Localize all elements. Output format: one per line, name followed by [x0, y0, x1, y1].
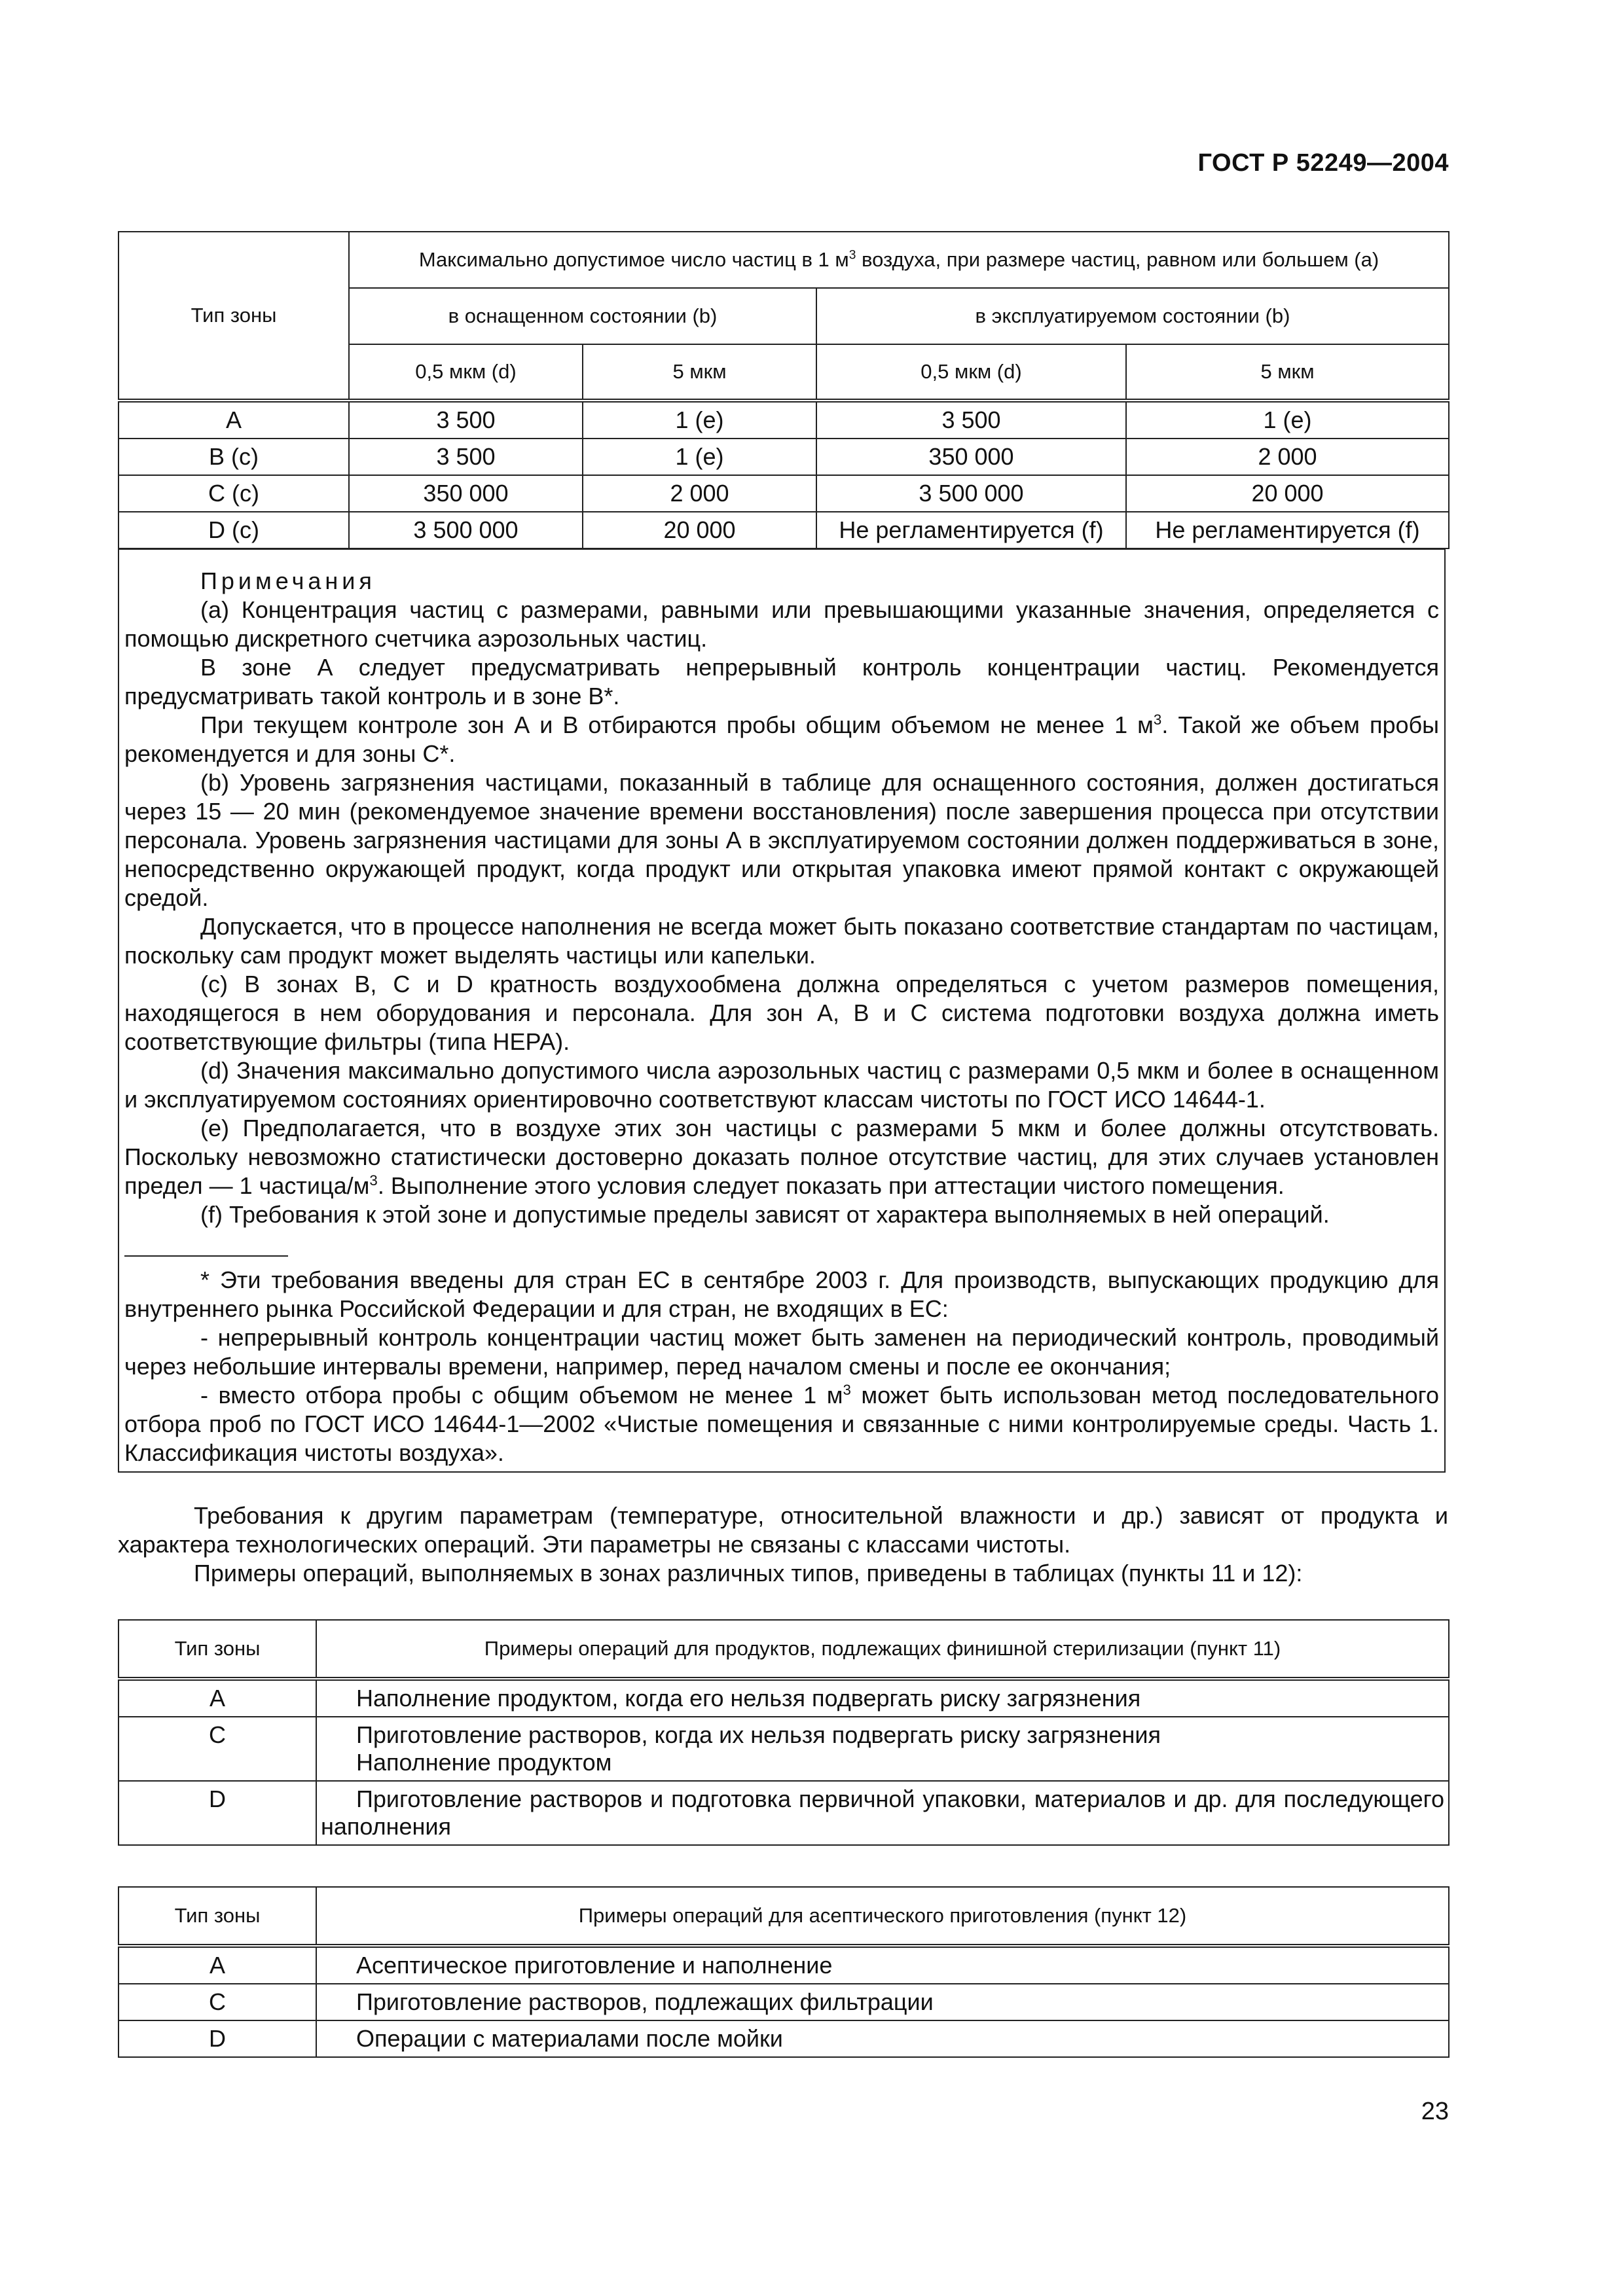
value-cell: Не регламентируется (f) [1126, 512, 1449, 548]
table-row [119, 475, 1449, 512]
zone-type-header: Тип зоны [119, 1620, 316, 1679]
zone-type-header: Тип зоны [119, 232, 349, 401]
value-cell: 1 (e) [583, 401, 816, 439]
operations-header: Примеры операций для продуктов, подлежащих финишной стерилизации (пункт 11) [316, 1620, 1449, 1679]
value-cell: 3 500 000 [349, 512, 583, 548]
size-05-header: 0,5 мкм (d) [816, 344, 1126, 401]
page-number: 23 [1421, 2098, 1449, 2125]
particle-limits-table [118, 231, 1448, 549]
table-row [119, 1781, 1449, 1845]
table-row [119, 512, 1449, 548]
operating-state-header: в эксплуатируемом состоянии (b) [816, 288, 1449, 344]
size-5-header: 5 мкм [583, 344, 816, 401]
note-sample-volume: При текущем контроле зон А и В отбираются пробы общим объемом не менее 1 $м^3$. Такой же объем пробы рекомендуется и для зоны С*. [124, 711, 1439, 767]
table-row [119, 1679, 1449, 1717]
footnote-star: * Эти требования введены для стран ЕС в сентябре 2003 г. Для производств, выпускающих продукцию для внутреннего рынка Российской Федерации и для стран, не входящих в ЕС: [124, 1266, 1439, 1322]
table-row [119, 439, 1449, 475]
size-5-header: 5 мкм [1126, 344, 1449, 401]
value-cell: 3 500 [816, 401, 1126, 439]
note-allowed: Допускается, что в процессе наполнения не всегда может быть показано соответствие стандартам по частицам, поскольку сам продукт может выделять частицы или капельки. [124, 913, 1439, 969]
operation-cell: Операции с материалами после мойки [316, 2020, 1449, 2057]
operation-cell: Наполнение продуктом, когда его нельзя подвергать риску загрязнения [316, 1679, 1449, 1717]
zone-cell: D (c) [119, 512, 349, 548]
note-f: (f) Требования к этой зоне и допустимые пределы зависят от характера выполняемых в ней операций. [200, 1201, 1330, 1228]
zone-type-header: Тип зоны [119, 1887, 316, 1946]
notes-title: Примечания [200, 567, 376, 594]
note-zone-a: В зоне А следует предусматривать непрерывный контроль концентрации частиц. Рекомендуется предусматривать такой контроль и в зоне В*. [124, 654, 1439, 709]
table-row [119, 2020, 1449, 2057]
notes-box [118, 548, 1446, 1473]
zone-cell: C [119, 1984, 316, 2020]
zone-cell: D [119, 1781, 316, 1845]
operation-cell: Асептическое приготовление и наполнение [316, 1946, 1449, 1984]
operation-cell: Приготовление растворов и подготовка первичной упаковки, материалов и др. для последующего наполнения [316, 1781, 1449, 1845]
body-text [118, 1501, 1448, 1588]
zone-cell: D [119, 2020, 316, 2057]
value-cell: 3 500 [349, 401, 583, 439]
value-cell: 20 000 [583, 512, 816, 548]
max-particles-header: Максимально допустимое число частиц в 1 $м^3$ воздуха, при размере частиц, равном или большем (a) [349, 232, 1449, 288]
note-b: (b) Уровень загрязнения частицами, показанный в таблице для оснащенного состояния, должен достигаться через 15 — 20 мин (рекомендуемое значение времени восстановления) после завершения процесса при отсутствии персонала. Уровень загрязнения частицами для зоны А в эксплуатируемом состоянии должен поддерживаться в зоне, непосредственно окружающей продукт, когда продукт или открытая упаковка имеют прямой контакт с окружающей средой. [124, 769, 1439, 911]
note-e: (e) Предполагается, что в воздухе этих зон частицы с размерами 5 мкм и более должны отсутствовать. Поскольку невозможно статистически достоверно доказать полное отсутствие частиц, для этих случаев установлен предел — 1 частица/$м^3$. Выполнение этого условия следует показать при аттестации чистого помещения. [124, 1115, 1439, 1199]
table-row [119, 401, 1449, 439]
zone-cell: C [119, 1717, 316, 1781]
value-cell: 2 000 [583, 475, 816, 512]
value-cell: 350 000 [816, 439, 1126, 475]
note-d: (d) Значения максимально допустимого числа аэрозольных частиц с размерами 0,5 мкм и более в оснащенном и эксплуатируемом состояниях ориентировочно соответствуют классам чистоты по ГОСТ ИСО 14644-1. [124, 1057, 1439, 1113]
value-cell: Не регламентируется (f) [816, 512, 1126, 548]
note-c: (c) В зонах В, С и D кратность воздухообмена должна определяться с учетом размеров помещения, находящегося в нем оборудования и персонала. Для зон А, В и С система подготовки воздуха должна иметь соответствующие фильтры (типа НЕРА). [124, 971, 1439, 1055]
value-cell: 1 (e) [583, 439, 816, 475]
zone-cell: C (c) [119, 475, 349, 512]
value-cell: 2 000 [1126, 439, 1449, 475]
note-a: (a) Концентрация частиц с размерами, равными или превышающими указанные значения, определяется с помощью дискретного счетчика аэрозольных частиц. [124, 596, 1439, 652]
value-cell: 350 000 [349, 475, 583, 512]
sterilization-operations-table [118, 1619, 1448, 1846]
footnote-item-1: - непрерывный контроль концентрации частиц может быть заменен на периодический контроль, проводимый через небольшие интервалы времени, например, перед началом смены и после ее окончания; [124, 1324, 1439, 1380]
zone-cell: A [119, 1946, 316, 1984]
size-05-header: 0,5 мкм (d) [349, 344, 583, 401]
document-code: ГОСТ Р 52249—2004 [1197, 149, 1449, 177]
paragraph: Примеры операций, выполняемых в зонах различных типов, приведены в таблицах (пункты 11 и 12): [194, 1560, 1303, 1587]
footnote-item-2: - вместо отбора пробы с общим объемом не менее 1 $м^3$ может быть использован метод последовательного отбора проб по ГОСТ ИСО 14644-1—2002 «Чистые помещения и связанные с ними контролируемые среды. Часть 1. Классификация чистоты воздуха». [124, 1382, 1440, 1466]
value-cell: 3 500 [349, 439, 583, 475]
zone-cell: B (c) [119, 439, 349, 475]
paragraph: Требования к другим параметрам (температуре, относительной влажности и др.) зависят от продукта и характера технологических операций. Эти параметры не связаны с классами чистоты. [118, 1502, 1448, 1558]
operations-header: Примеры операций для асептического приготовления (пункт 12) [316, 1887, 1449, 1946]
footnote-separator [124, 1255, 288, 1257]
table-row [119, 1717, 1449, 1781]
zone-cell: A [119, 1679, 316, 1717]
table-row [119, 1946, 1449, 1984]
table-row [119, 1984, 1449, 2020]
equipped-state-header: в оснащенном состоянии (b) [349, 288, 816, 344]
operation-cell: Приготовление растворов, когда их нельзя подвергать риску загрязнения Наполнение продуктом [316, 1717, 1449, 1781]
value-cell: 1 (e) [1126, 401, 1449, 439]
zone-cell: A [119, 401, 349, 439]
aseptic-operations-table [118, 1886, 1448, 2058]
operation-cell: Приготовление растворов, подлежащих фильтрации [316, 1984, 1449, 2020]
value-cell: 20 000 [1126, 475, 1449, 512]
value-cell: 3 500 000 [816, 475, 1126, 512]
